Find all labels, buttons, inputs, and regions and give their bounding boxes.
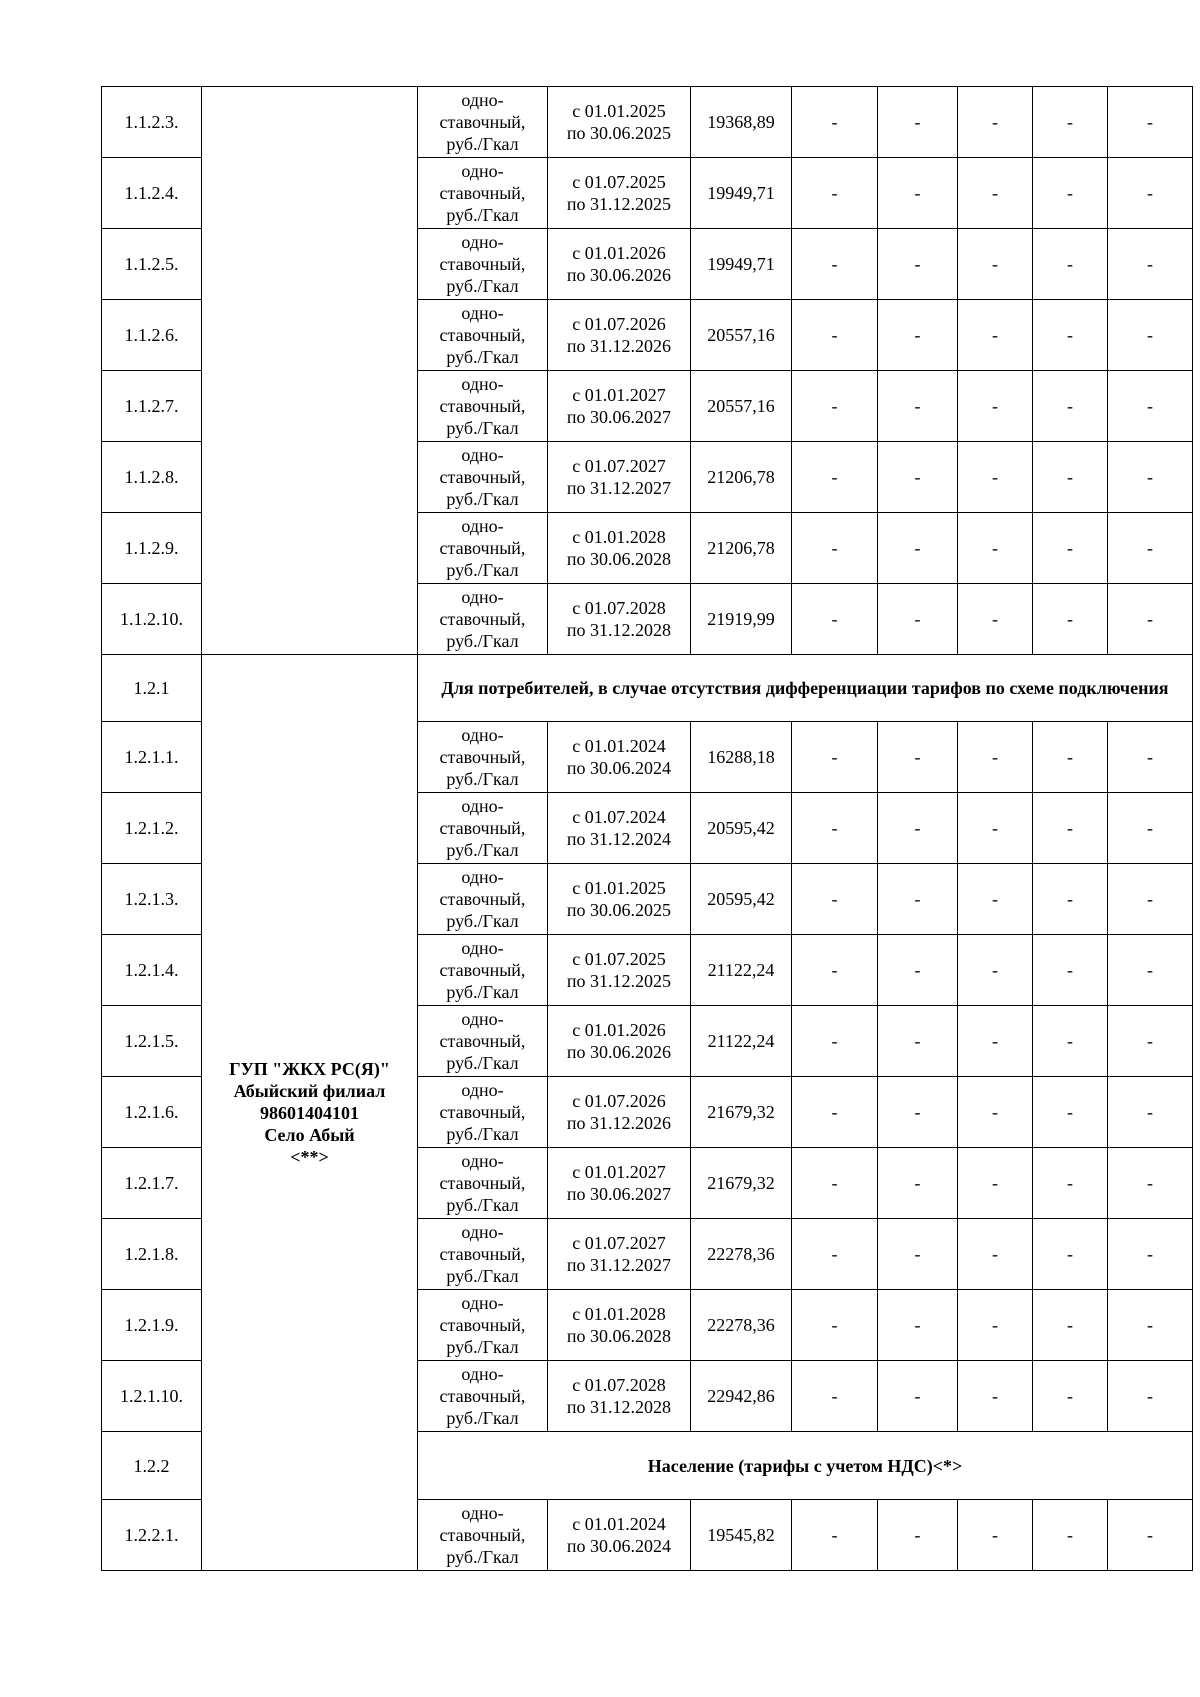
line: с 01.01.2028 [572,1304,666,1324]
empty-value-dash: - [1033,300,1108,371]
empty-value-dash: - [878,1219,958,1290]
empty-value-dash: - [792,1290,878,1361]
line: по 30.06.2024 [566,1536,672,1556]
tariff-value: 20557,16 [691,300,792,371]
line: ставочный, [439,254,526,274]
empty-value-dash: - [1033,158,1108,229]
tariff-value: 21122,24 [691,935,792,1006]
tariff-type [418,1500,548,1571]
line: 98601404101 [260,1102,359,1123]
validity-period [548,935,691,1006]
line: руб./Гкал [446,769,519,789]
empty-value-dash: - [878,793,958,864]
tariff-value: 22942,86 [691,1361,792,1432]
line: руб./Гкал [446,1337,519,1357]
line: одно- [461,1151,504,1171]
tariff-value: 20557,16 [691,371,792,442]
empty-value-dash: - [958,1500,1033,1571]
line: ставочный, [439,1102,526,1122]
empty-value-dash: - [1108,1361,1193,1432]
line: руб./Гкал [446,347,519,367]
line: одно- [461,516,504,536]
validity-period [548,87,691,158]
empty-value-dash: - [1033,1219,1108,1290]
empty-value-dash: - [878,864,958,935]
line: ставочный, [439,1525,526,1545]
row-number: 1.2.1.6. [102,1077,202,1148]
tariff-type [418,1148,548,1219]
section-row [102,655,1193,722]
line: Абыйский филиал [233,1080,386,1101]
empty-value-dash: - [1108,1148,1193,1219]
empty-value-dash: - [878,1361,958,1432]
empty-value-dash: - [958,722,1033,793]
row-number: 1.1.2.3. [102,87,202,158]
line: одно- [461,587,504,607]
empty-value-dash: - [1033,793,1108,864]
line: ставочный, [439,747,526,767]
line: по 30.06.2024 [566,758,672,778]
empty-value-dash: - [792,1500,878,1571]
line: по 30.06.2026 [566,265,672,285]
empty-value-dash: - [792,1006,878,1077]
validity-period [548,229,691,300]
line: по 31.12.2025 [566,194,672,214]
validity-period [548,513,691,584]
empty-value-dash: - [878,371,958,442]
empty-value-dash: - [792,513,878,584]
empty-value-dash: - [792,1219,878,1290]
empty-value-dash: - [1033,442,1108,513]
empty-value-dash: - [878,935,958,1006]
line: по 31.12.2025 [566,971,672,991]
line: с 01.01.2025 [572,101,666,121]
empty-value-dash: - [1108,158,1193,229]
row-number: 1.1.2.4. [102,158,202,229]
tariff-value: 22278,36 [691,1219,792,1290]
line: ставочный, [439,609,526,629]
empty-value-dash: - [792,1361,878,1432]
line: руб./Гкал [446,1124,519,1144]
line: с 01.07.2025 [572,949,666,969]
tariff-type [418,229,548,300]
row-number: 1.2.1.5. [102,1006,202,1077]
line: руб./Гкал [446,911,519,931]
line: ГУП "ЖКХ РС(Я)" [229,1058,390,1079]
validity-period [548,1219,691,1290]
line: с 01.07.2025 [572,172,666,192]
line: с 01.01.2026 [572,243,666,263]
line: одно- [461,1364,504,1384]
empty-value-dash: - [1033,87,1108,158]
empty-value-dash: - [792,158,878,229]
line: руб./Гкал [446,840,519,860]
line: с 01.01.2028 [572,527,666,547]
line: ставочный, [439,960,526,980]
empty-value-dash: - [1108,584,1193,655]
tariff-type [418,584,548,655]
empty-value-dash: - [1108,1219,1193,1290]
tariff-type [418,87,548,158]
empty-value-dash: - [1108,1290,1193,1361]
line: по 31.12.2027 [566,1255,672,1275]
organization-cell-empty [202,87,418,655]
tariff-value: 21206,78 [691,513,792,584]
empty-value-dash: - [1108,1006,1193,1077]
tariff-type [418,513,548,584]
empty-value-dash: - [878,300,958,371]
line: руб./Гкал [446,1195,519,1215]
empty-value-dash: - [1033,935,1108,1006]
tariff-type [418,300,548,371]
line: ставочный, [439,818,526,838]
empty-value-dash: - [958,300,1033,371]
line: ставочный, [439,467,526,487]
line: руб./Гкал [446,489,519,509]
tariff-type [418,1077,548,1148]
line: ставочный, [439,1031,526,1051]
empty-value-dash: - [1108,935,1193,1006]
row-number: 1.1.2.7. [102,371,202,442]
validity-period [548,158,691,229]
empty-value-dash: - [958,1219,1033,1290]
tariff-type [418,1290,548,1361]
empty-value-dash: - [878,1148,958,1219]
empty-value-dash: - [792,442,878,513]
tariff-type [418,1361,548,1432]
line: руб./Гкал [446,134,519,154]
line: руб./Гкал [446,982,519,1002]
line: одно- [461,938,504,958]
line: одно- [461,1080,504,1100]
line: ставочный, [439,1173,526,1193]
tariff-type [418,935,548,1006]
tariff-value: 20595,42 [691,864,792,935]
empty-value-dash: - [792,371,878,442]
empty-value-dash: - [792,229,878,300]
empty-value-dash: - [1033,864,1108,935]
line: с 01.01.2027 [572,1162,666,1182]
tariff-type [418,371,548,442]
tariff-type [418,793,548,864]
empty-value-dash: - [1033,584,1108,655]
row-number: 1.1.2.6. [102,300,202,371]
line: с 01.07.2027 [572,1233,666,1253]
line: по 31.12.2027 [566,478,672,498]
tariff-type [418,722,548,793]
validity-period [548,1500,691,1571]
row-number: 1.1.2.9. [102,513,202,584]
row-number: 1.2.1.4. [102,935,202,1006]
empty-value-dash: - [1108,1500,1193,1571]
line: по 31.12.2028 [566,620,672,640]
empty-value-dash: - [1108,1077,1193,1148]
empty-value-dash: - [1033,1077,1108,1148]
line: одно- [461,90,504,110]
tariff-type [418,1006,548,1077]
empty-value-dash: - [1108,864,1193,935]
empty-value-dash: - [1108,229,1193,300]
empty-value-dash: - [1033,1148,1108,1219]
line: ставочный, [439,396,526,416]
line: одно- [461,374,504,394]
line: с 01.07.2024 [572,807,666,827]
line: одно- [461,445,504,465]
empty-value-dash: - [792,1077,878,1148]
tariff-value: 20595,42 [691,793,792,864]
line: одно- [461,725,504,745]
tariff-value: 21919,99 [691,584,792,655]
line: ставочный, [439,183,526,203]
section-title: Для потребителей, в случае отсутствия дифференциации тарифов по схеме подключения [418,655,1193,722]
line: ставочный, [439,1244,526,1264]
line: с 01.07.2026 [572,1091,666,1111]
line: с 01.01.2027 [572,385,666,405]
row-number: 1.2.1.9. [102,1290,202,1361]
empty-value-dash: - [958,371,1033,442]
line: одно- [461,1293,504,1313]
tariff-type [418,864,548,935]
line: по 31.12.2026 [566,1113,672,1133]
section-title: Население (тарифы с учетом НДС)<*> [418,1432,1193,1500]
empty-value-dash: - [958,1006,1033,1077]
tariff-type [418,158,548,229]
tariff-value: 21122,24 [691,1006,792,1077]
line: с 01.01.2024 [572,1514,666,1534]
line: с 01.01.2026 [572,1020,666,1040]
empty-value-dash: - [958,1148,1033,1219]
row-number: 1.1.2.5. [102,229,202,300]
line: <**> [290,1146,329,1167]
row-number: 1.1.2.8. [102,442,202,513]
empty-value-dash: - [1108,793,1193,864]
tariff-value: 21679,32 [691,1077,792,1148]
empty-value-dash: - [792,87,878,158]
tariff-value: 21679,32 [691,1148,792,1219]
empty-value-dash: - [1108,722,1193,793]
row-number: 1.2.1.7. [102,1148,202,1219]
line: по 30.06.2026 [566,1042,672,1062]
empty-value-dash: - [878,584,958,655]
empty-value-dash: - [1108,300,1193,371]
validity-period [548,584,691,655]
empty-value-dash: - [958,87,1033,158]
line: одно- [461,1222,504,1242]
empty-value-dash: - [792,584,878,655]
validity-period [548,864,691,935]
line: по 31.12.2026 [566,336,672,356]
line: ставочный, [439,1315,526,1335]
line: с 01.07.2028 [572,1375,666,1395]
empty-value-dash: - [878,1006,958,1077]
line: ставочный, [439,538,526,558]
empty-value-dash: - [958,158,1033,229]
empty-value-dash: - [878,158,958,229]
empty-value-dash: - [958,1290,1033,1361]
empty-value-dash: - [1033,513,1108,584]
line: руб./Гкал [446,1266,519,1286]
empty-value-dash: - [792,722,878,793]
table-row [102,87,1193,158]
line: по 30.06.2027 [566,407,672,427]
empty-value-dash: - [792,793,878,864]
empty-value-dash: - [878,442,958,513]
organization-cell [202,655,418,1571]
row-number: 1.2.1.8. [102,1219,202,1290]
tariff-type [418,1219,548,1290]
line: с 01.07.2027 [572,456,666,476]
line: одно- [461,867,504,887]
empty-value-dash: - [958,584,1033,655]
tariff-value: 21206,78 [691,442,792,513]
empty-value-dash: - [958,1077,1033,1148]
empty-value-dash: - [792,300,878,371]
tariff-value: 19368,89 [691,87,792,158]
empty-value-dash: - [878,229,958,300]
empty-value-dash: - [878,1290,958,1361]
empty-value-dash: - [792,864,878,935]
tariff-table [101,86,1193,1571]
tariff-value: 16288,18 [691,722,792,793]
line: ставочный, [439,325,526,345]
tariff-value: 19545,82 [691,1500,792,1571]
empty-value-dash: - [958,1361,1033,1432]
empty-value-dash: - [1033,1290,1108,1361]
validity-period [548,371,691,442]
line: с 01.01.2024 [572,736,666,756]
line: руб./Гкал [446,1547,519,1567]
line: одно- [461,796,504,816]
validity-period [548,1361,691,1432]
empty-value-dash: - [1033,1361,1108,1432]
row-number: 1.2.1.3. [102,864,202,935]
empty-value-dash: - [958,864,1033,935]
row-number: 1.2.1.10. [102,1361,202,1432]
validity-period [548,793,691,864]
line: руб./Гкал [446,1053,519,1073]
empty-value-dash: - [1108,87,1193,158]
document-page [101,86,1193,1571]
line: руб./Гкал [446,205,519,225]
line: ставочный, [439,889,526,909]
line: по 30.06.2025 [566,123,672,143]
empty-value-dash: - [1033,229,1108,300]
empty-value-dash: - [878,513,958,584]
line: по 30.06.2028 [566,1326,672,1346]
empty-value-dash: - [878,1500,958,1571]
empty-value-dash: - [1033,1006,1108,1077]
empty-value-dash: - [1033,1500,1108,1571]
validity-period [548,722,691,793]
empty-value-dash: - [958,935,1033,1006]
line: по 30.06.2025 [566,900,672,920]
line: с 01.07.2028 [572,598,666,618]
line: одно- [461,1009,504,1029]
line: руб./Гкал [446,560,519,580]
empty-value-dash: - [958,442,1033,513]
section-number: 1.2.2 [102,1432,202,1500]
row-number: 1.2.1.2. [102,793,202,864]
line: по 30.06.2028 [566,549,672,569]
row-number: 1.1.2.10. [102,584,202,655]
line: руб./Гкал [446,1408,519,1428]
line: руб./Гкал [446,276,519,296]
line: по 31.12.2028 [566,1397,672,1417]
validity-period [548,442,691,513]
line: руб./Гкал [446,418,519,438]
line: по 30.06.2027 [566,1184,672,1204]
line: с 01.01.2025 [572,878,666,898]
empty-value-dash: - [792,1148,878,1219]
tariff-table-body [102,87,1193,1571]
validity-period [548,300,691,371]
row-number: 1.2.1.1. [102,722,202,793]
empty-value-dash: - [878,1077,958,1148]
line: Село Абый [264,1124,355,1145]
validity-period [548,1077,691,1148]
line: с 01.07.2026 [572,314,666,334]
validity-period [548,1006,691,1077]
line: по 31.12.2024 [566,829,672,849]
empty-value-dash: - [1108,371,1193,442]
empty-value-dash: - [958,229,1033,300]
line: одно- [461,303,504,323]
tariff-type [418,442,548,513]
line: одно- [461,1503,504,1523]
empty-value-dash: - [878,87,958,158]
empty-value-dash: - [792,935,878,1006]
section-number: 1.2.1 [102,655,202,722]
empty-value-dash: - [958,793,1033,864]
empty-value-dash: - [1108,513,1193,584]
empty-value-dash: - [1033,371,1108,442]
validity-period [548,1290,691,1361]
line: одно- [461,161,504,181]
line: ставочный, [439,112,526,132]
empty-value-dash: - [1033,722,1108,793]
tariff-value: 19949,71 [691,229,792,300]
empty-value-dash: - [878,722,958,793]
empty-value-dash: - [958,513,1033,584]
validity-period [548,1148,691,1219]
line: одно- [461,232,504,252]
tariff-value: 22278,36 [691,1290,792,1361]
row-number: 1.2.2.1. [102,1500,202,1571]
line: ставочный, [439,1386,526,1406]
tariff-value: 19949,71 [691,158,792,229]
line: руб./Гкал [446,631,519,651]
empty-value-dash: - [1108,442,1193,513]
